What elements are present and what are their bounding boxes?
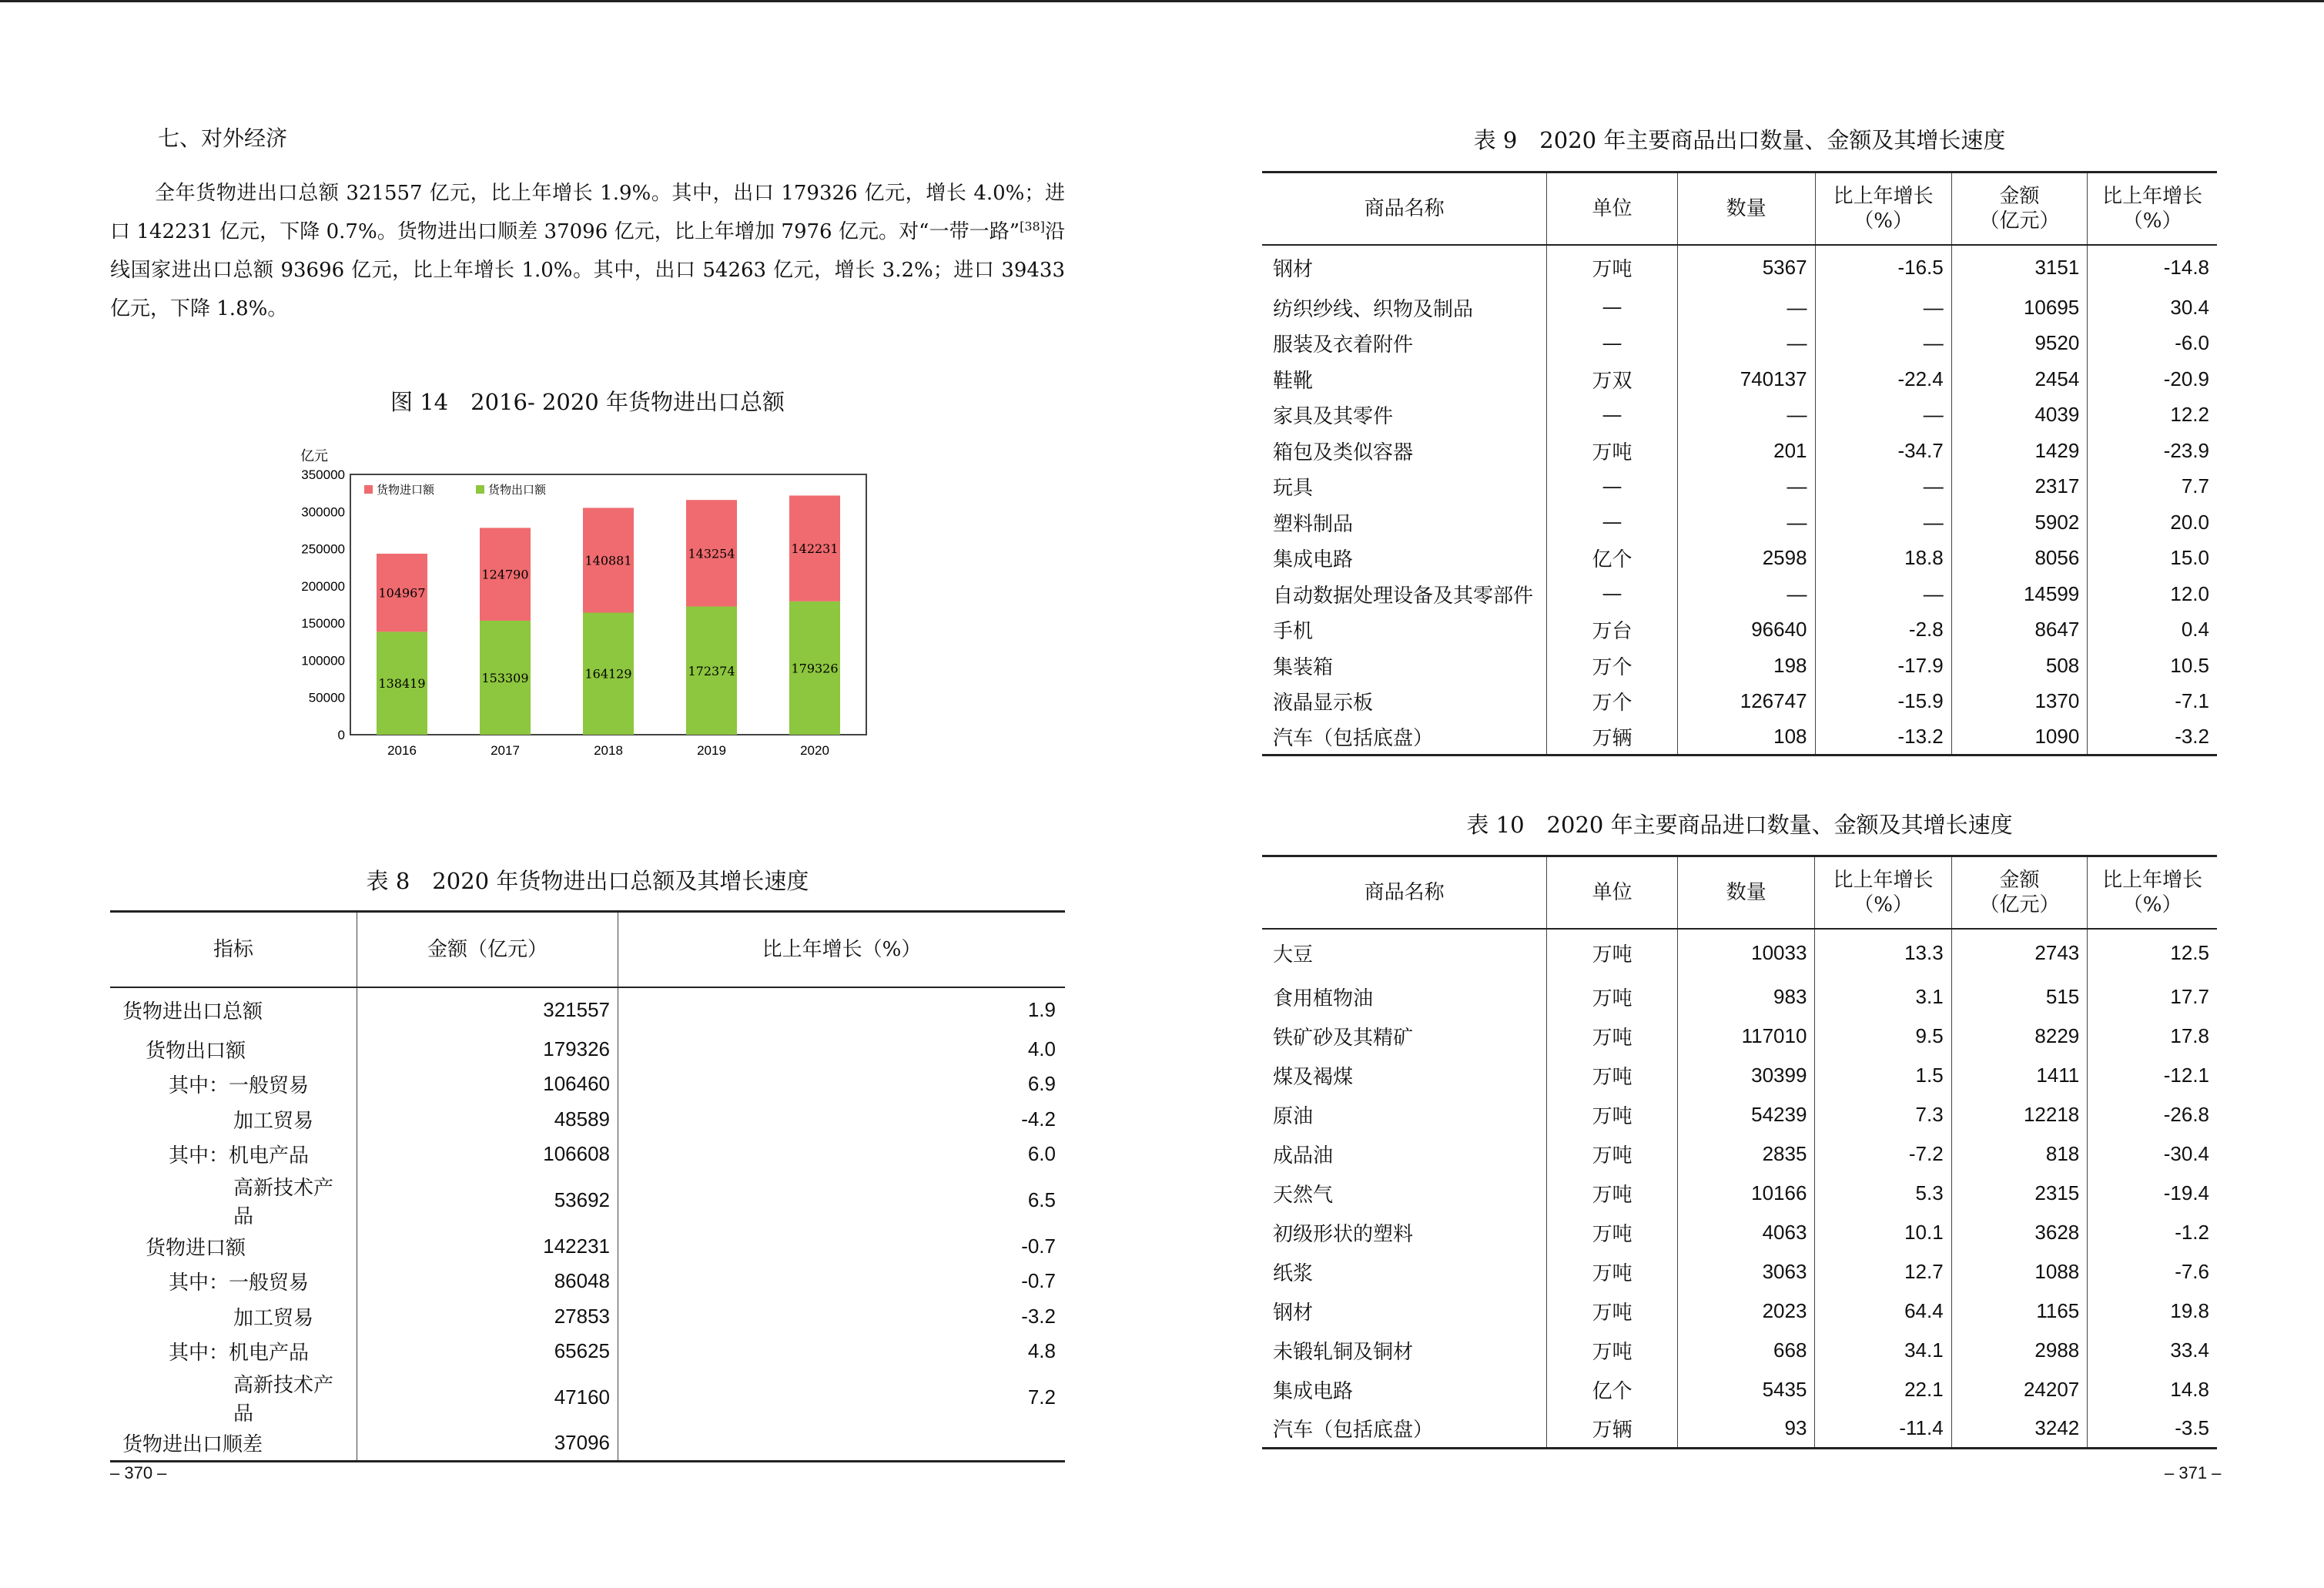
table9-product-name: 塑料制品 (1273, 512, 1354, 536)
table-row (110, 1299, 1065, 1335)
table-row (1262, 719, 2217, 755)
table9-quantity-growth: -34.7 (1815, 433, 1951, 469)
table10-quantity-growth: 12.7 (1815, 1252, 1951, 1292)
x-tick-label: 2016 (387, 743, 417, 758)
t8-amount: 179326 (357, 1032, 618, 1067)
t8-growth: 1.9 (618, 987, 1066, 1032)
legend-swatch (476, 485, 484, 494)
table10-quantity-growth: 1.5 (1815, 1056, 1951, 1095)
table9-quantity-growth: -17.9 (1815, 648, 1951, 684)
table9-amount: 8056 (1951, 541, 2088, 577)
table10-amount-growth: 12.5 (2088, 929, 2217, 977)
t8-growth (618, 1426, 1066, 1462)
table9-amount-growth: 10.5 (2088, 648, 2217, 684)
table-row (1262, 541, 2217, 577)
table9-quantity: — (1677, 397, 1815, 434)
table10-product-name: 成品油 (1273, 1144, 1334, 1168)
table10-product-name: 纸浆 (1273, 1261, 1314, 1285)
table10-quantity: 54239 (1678, 1095, 1815, 1134)
t8-indicator: 货物出口额 (146, 1039, 246, 1063)
table9-quantity: 108 (1677, 719, 1815, 755)
table9-product-name: 玩具 (1273, 477, 1314, 501)
table9-amount-growth: 12.0 (2088, 576, 2217, 612)
data-label: 164129 (584, 666, 632, 682)
t8-growth: 6.0 (618, 1137, 1066, 1172)
table9-unit: 亿个 (1547, 541, 1678, 577)
t8-growth: 4.0 (618, 1032, 1066, 1067)
table9-amount-growth: 12.2 (2088, 397, 2217, 434)
page-number-left: – 370 – (110, 1463, 167, 1482)
table10-quantity: 3063 (1678, 1252, 1815, 1292)
t8-growth: 7.2 (618, 1369, 1066, 1426)
t8-header-growth: 比上年增长（%） (618, 912, 1066, 987)
table-row (1262, 1134, 2217, 1174)
table9-unit: 万个 (1547, 648, 1678, 684)
data-label: 142231 (791, 541, 839, 557)
table9-amount: 9520 (1951, 326, 2088, 362)
table-row (1262, 361, 2217, 397)
table9-quantity: 96640 (1677, 612, 1815, 648)
table9-header-5: 比上年增长 （%） (2088, 173, 2217, 245)
table10-product-name: 未锻轧铜及铜材 (1273, 1340, 1414, 1364)
table9-product-name: 集装箱 (1273, 655, 1334, 679)
t8-indicator: 其中：一般贸易 (169, 1074, 310, 1098)
t8-amount: 142231 (357, 1229, 618, 1265)
table9-amount: 1429 (1951, 433, 2088, 469)
table9-quantity-growth: — (1815, 290, 1951, 326)
figure-title: 图 14 2016- 2020 年货物进出口总额 (390, 389, 785, 415)
table-row (110, 987, 1065, 1032)
table10-amount: 3628 (1951, 1213, 2088, 1252)
t8-amount: 86048 (357, 1264, 618, 1299)
table10-quantity: 10166 (1678, 1174, 1815, 1213)
table10-quantity: 983 (1678, 977, 1815, 1017)
table9-quantity: 198 (1677, 648, 1815, 684)
t8-amount: 106608 (357, 1137, 618, 1172)
table9-product-name: 钢材 (1273, 257, 1314, 281)
table-row (1262, 504, 2217, 541)
table10-amount-growth: -3.5 (2088, 1409, 2217, 1449)
table-row (110, 1137, 1065, 1172)
t8-growth: -4.2 (618, 1102, 1066, 1137)
table9-header-2: 数量 (1677, 173, 1815, 245)
table10-amount-growth: 14.8 (2088, 1370, 2217, 1409)
table-row (110, 1426, 1065, 1462)
table10-unit: 万吨 (1547, 977, 1678, 1017)
y-tick-label: 300000 (301, 504, 345, 520)
table-row (1262, 1095, 2217, 1134)
t8-growth: -0.7 (618, 1264, 1066, 1299)
table-row (1262, 1252, 2217, 1292)
table9-quantity-growth: — (1815, 576, 1951, 612)
table10-quantity-growth: -11.4 (1815, 1409, 1951, 1449)
table9-amount-growth: -6.0 (2088, 326, 2217, 362)
table9-quantity: — (1677, 326, 1815, 362)
table9-quantity: — (1677, 576, 1815, 612)
table10-product-name: 大豆 (1273, 943, 1314, 967)
table-row (1262, 684, 2217, 720)
table10-unit: 万吨 (1547, 1292, 1678, 1331)
table10-amount-growth: 17.8 (2088, 1017, 2217, 1056)
table10-product-name: 集成电路 (1273, 1379, 1354, 1403)
table10-quantity-growth: -7.2 (1815, 1134, 1951, 1174)
table9-amount-growth: -7.1 (2088, 684, 2217, 720)
table-row (1262, 1292, 2217, 1331)
table9-amount-growth: 15.0 (2088, 541, 2217, 577)
table9-amount-growth: -23.9 (2088, 433, 2217, 469)
table10-unit: 万辆 (1547, 1409, 1678, 1449)
table10-unit: 万吨 (1547, 1331, 1678, 1370)
data-label: 153309 (481, 670, 529, 685)
table-row (1262, 1213, 2217, 1252)
table10-amount-growth: 33.4 (2088, 1331, 2217, 1370)
table9-amount: 5902 (1951, 504, 2088, 541)
t8-indicator: 其中：机电产品 (169, 1342, 310, 1365)
table-row (1262, 1331, 2217, 1370)
table-row (1262, 1409, 2217, 1449)
table10-amount-growth: 19.8 (2088, 1292, 2217, 1331)
table9-quantity: 740137 (1677, 361, 1815, 397)
table-row (1262, 245, 2217, 290)
y-tick-label: 0 (337, 728, 345, 742)
table10-amount: 1411 (1951, 1056, 2088, 1095)
table9-quantity: — (1677, 290, 1815, 326)
table9-product-name: 液晶显示板 (1273, 692, 1374, 715)
table10-amount-growth: -19.4 (2088, 1174, 2217, 1213)
t8-growth: 6.5 (618, 1172, 1066, 1229)
t8-indicator: 加工贸易 (233, 1306, 314, 1330)
y-tick-label: 50000 (308, 690, 345, 705)
table9-unit: — (1547, 326, 1678, 362)
t8-amount: 65625 (357, 1334, 618, 1369)
table9-amount: 1090 (1951, 719, 2088, 755)
table9-amount-growth: -20.9 (2088, 361, 2217, 397)
paragraph-text-2: 沿线国家进出口总额 93696 亿元，比上年增长 1.0%。其中，出口 54263 亿元，增长 3.2%；进口 39433 亿元，下降 1.8%。 (110, 220, 1065, 320)
table9-quantity-growth: — (1815, 504, 1951, 541)
table10-quantity: 2023 (1678, 1292, 1815, 1331)
legend-swatch (364, 485, 373, 494)
table9-product-name: 手机 (1273, 620, 1314, 644)
table10-quantity: 2835 (1678, 1134, 1815, 1174)
table10 (1262, 855, 2217, 1449)
table10-unit: 万吨 (1547, 1095, 1678, 1134)
t8-indicator: 高新技术产品 (233, 1373, 334, 1426)
table9-unit: — (1547, 504, 1678, 541)
table9-header-0: 商品名称 (1262, 173, 1547, 245)
table9-header-3: 比上年增长 （%） (1815, 173, 1951, 245)
table-row (1262, 612, 2217, 648)
t8-amount: 47160 (357, 1369, 618, 1426)
table9 (1262, 171, 2217, 756)
table9-unit: 万双 (1547, 361, 1678, 397)
table10-amount: 8229 (1951, 1017, 2088, 1056)
table-row (1262, 1370, 2217, 1409)
table10-quantity-growth: 9.5 (1815, 1017, 1951, 1056)
table9-unit: 万辆 (1547, 719, 1678, 755)
y-tick-label: 150000 (301, 616, 345, 632)
table-row (1262, 433, 2217, 469)
y-tick-label: 250000 (301, 541, 345, 557)
table10-unit: 万吨 (1547, 929, 1678, 977)
table10-product-name: 铁矿砂及其精矿 (1273, 1026, 1414, 1050)
table10-amount: 24207 (1951, 1370, 2088, 1409)
t8-growth: 6.9 (618, 1067, 1066, 1102)
table10-unit: 万吨 (1547, 1213, 1678, 1252)
t8-indicator: 加工贸易 (233, 1109, 314, 1133)
table9-amount: 2317 (1951, 469, 2088, 505)
table9-product-name: 服装及衣着附件 (1273, 333, 1414, 357)
chart-svg (293, 445, 878, 761)
table10-amount-growth: 17.7 (2088, 977, 2217, 1017)
table-row (1262, 469, 2217, 505)
table9-quantity-growth: 18.8 (1815, 541, 1951, 577)
table10-quantity: 668 (1678, 1331, 1815, 1370)
table10-unit: 万吨 (1547, 1017, 1678, 1056)
table8-caption: 表 8 2020 年货物进出口总额及其增长速度 (366, 868, 809, 894)
table10-header-3: 比上年增长 （%） (1815, 856, 1951, 929)
table-row (1262, 1056, 2217, 1095)
table10-unit: 万吨 (1547, 1252, 1678, 1292)
table9-product-name: 自动数据处理设备及其零部件 (1273, 584, 1534, 608)
table10-amount-growth: -12.1 (2088, 1056, 2217, 1095)
table8 (110, 910, 1065, 1462)
table9-amount: 4039 (1951, 397, 2088, 434)
x-tick-label: 2018 (594, 743, 623, 758)
table9-unit: 万吨 (1547, 433, 1678, 469)
table9-quantity-growth: — (1815, 326, 1951, 362)
table10-amount: 515 (1951, 977, 2088, 1017)
table9-amount: 508 (1951, 648, 2088, 684)
t8-indicator: 其中：机电产品 (169, 1144, 310, 1168)
table-row (1262, 648, 2217, 684)
table-row (110, 1229, 1065, 1265)
table10-amount-growth: -7.6 (2088, 1252, 2217, 1292)
table9-amount-growth: 7.7 (2088, 469, 2217, 505)
table-row (110, 1032, 1065, 1067)
table9-amount: 2454 (1951, 361, 2088, 397)
table-row (1262, 397, 2217, 434)
table9-quantity: 2598 (1677, 541, 1815, 577)
table10-quantity-growth: 34.1 (1815, 1331, 1951, 1370)
table9-unit: — (1547, 290, 1678, 326)
table9-amount: 10695 (1951, 290, 2088, 326)
table9-quantity-growth: — (1815, 397, 1951, 434)
table10-quantity: 10033 (1678, 929, 1815, 977)
table9-quantity: — (1677, 469, 1815, 505)
table10-amount: 2743 (1951, 929, 2088, 977)
table9-amount: 14599 (1951, 576, 2088, 612)
table10-unit: 万吨 (1547, 1174, 1678, 1213)
table10-amount: 818 (1951, 1134, 2088, 1174)
table9-quantity: 201 (1677, 433, 1815, 469)
y-tick-label: 350000 (301, 467, 345, 482)
t8-amount: 27853 (357, 1299, 618, 1335)
data-label: 138419 (378, 676, 426, 692)
table-row (1262, 977, 2217, 1017)
table9-product-name: 家具及其零件 (1273, 405, 1394, 429)
table9-quantity: 126747 (1677, 684, 1815, 720)
table9-amount: 1370 (1951, 684, 2088, 720)
t8-indicator: 货物进出口顺差 (110, 1426, 357, 1462)
table9-quantity-growth: -13.2 (1815, 719, 1951, 755)
table10-quantity-growth: 10.1 (1815, 1213, 1951, 1252)
table9-amount-growth: -14.8 (2088, 245, 2217, 290)
table9-quantity-growth: -22.4 (1815, 361, 1951, 397)
t8-growth: 4.8 (618, 1334, 1066, 1369)
table9-unit: — (1547, 397, 1678, 434)
table-row (110, 1264, 1065, 1299)
table10-amount-growth: -1.2 (2088, 1213, 2217, 1252)
footnote-ref[interactable]: [38] (1020, 219, 1045, 234)
data-label: 179326 (791, 661, 839, 676)
table10-quantity: 4063 (1678, 1213, 1815, 1252)
data-label: 140881 (584, 553, 632, 568)
section-heading: 七、对外经济 (158, 126, 288, 151)
table9-unit: 万吨 (1547, 245, 1678, 290)
table10-product-name: 汽车（包括底盘） (1262, 1409, 1547, 1449)
data-label: 172374 (688, 663, 735, 678)
table10-amount: 1088 (1951, 1252, 2088, 1292)
legend-label: 货物进口额 (377, 483, 435, 497)
table10-unit: 亿个 (1547, 1370, 1678, 1409)
table10-header-5: 比上年增长 （%） (2088, 856, 2217, 929)
t8-header-amount: 金额（亿元） (357, 912, 618, 987)
data-label: 124790 (481, 567, 529, 582)
table10-quantity: 5435 (1678, 1370, 1815, 1409)
table10-header-0: 商品名称 (1262, 856, 1547, 929)
table9-quantity: — (1677, 504, 1815, 541)
y-tick-label: 100000 (301, 653, 345, 668)
table10-amount: 1165 (1951, 1292, 2088, 1331)
table9-amount-growth: -3.2 (2088, 719, 2217, 755)
right-page (1162, 0, 2324, 1588)
t8-indicator: 其中：一般贸易 (169, 1271, 310, 1295)
table9-unit: — (1547, 576, 1678, 612)
table9-amount-growth: 20.0 (2088, 504, 2217, 541)
table9-amount: 8647 (1951, 612, 2088, 648)
t8-growth: -0.7 (618, 1229, 1066, 1265)
table9-header-4: 金额 （亿元） (1951, 173, 2088, 245)
table9-unit: 万个 (1547, 684, 1678, 720)
table9-unit: 万台 (1547, 612, 1678, 648)
table10-unit: 万吨 (1547, 1056, 1678, 1095)
table10-unit: 万吨 (1547, 1134, 1678, 1174)
table9-amount: 3151 (1951, 245, 2088, 290)
table-row (110, 1067, 1065, 1102)
table-row (110, 1369, 1065, 1426)
t8-growth: -3.2 (618, 1299, 1066, 1335)
table9-header-1: 单位 (1547, 173, 1678, 245)
t8-indicator: 货物进口额 (146, 1236, 246, 1260)
table10-amount: 2315 (1951, 1174, 2088, 1213)
table10-quantity-growth: 5.3 (1815, 1174, 1951, 1213)
table9-product-name: 纺织纱线、织物及制品 (1273, 297, 1474, 321)
table10-product-name: 初级形状的塑料 (1273, 1222, 1414, 1246)
table-row (1262, 290, 2217, 326)
table10-amount-growth: -26.8 (2088, 1095, 2217, 1134)
table-row (110, 1172, 1065, 1229)
table-row (1262, 326, 2217, 362)
table9-quantity-growth: -16.5 (1815, 245, 1951, 290)
table9-caption: 表 9 2020 年主要商品出口数量、金额及其增长速度 (1473, 127, 2006, 153)
table9-quantity-growth: — (1815, 469, 1951, 505)
table9-amount-growth: 30.4 (2088, 290, 2217, 326)
table9-product-name: 鞋靴 (1273, 369, 1314, 393)
t8-amount: 53692 (357, 1172, 618, 1229)
table10-amount: 2988 (1951, 1331, 2088, 1370)
table-row (1262, 1017, 2217, 1056)
x-tick-label: 2017 (491, 743, 520, 758)
body-paragraph (110, 174, 1065, 328)
table10-amount: 12218 (1951, 1095, 2088, 1134)
table9-amount-growth: 0.4 (2088, 612, 2217, 648)
t8-amount: 106460 (357, 1067, 618, 1102)
x-tick-label: 2020 (800, 743, 829, 758)
table9-product-name: 箱包及类似容器 (1273, 441, 1414, 464)
table10-quantity-growth: 3.1 (1815, 977, 1951, 1017)
page-number-right: – 371 – (2165, 1463, 2222, 1482)
table10-quantity: 30399 (1678, 1056, 1815, 1095)
x-tick-label: 2019 (697, 743, 726, 758)
table9-product-name: 集成电路 (1273, 548, 1354, 572)
table-row (1262, 576, 2217, 612)
table9-quantity-growth: -15.9 (1815, 684, 1951, 720)
data-label: 143254 (688, 546, 735, 561)
t8-amount: 37096 (357, 1426, 618, 1462)
table10-quantity-growth: 64.4 (1815, 1292, 1951, 1331)
table10-quantity-growth: 13.3 (1815, 929, 1951, 977)
table10-header-2: 数量 (1678, 856, 1815, 929)
table10-product-name: 煤及褐煤 (1273, 1065, 1354, 1089)
table-row (1262, 929, 2217, 977)
table10-header-1: 单位 (1547, 856, 1678, 929)
table10-quantity-growth: 22.1 (1815, 1370, 1951, 1409)
table-row (110, 1102, 1065, 1137)
table-row (110, 1334, 1065, 1369)
t8-amount: 48589 (357, 1102, 618, 1137)
table10-product-name: 钢材 (1273, 1301, 1314, 1325)
table9-quantity: 5367 (1677, 245, 1815, 290)
table10-quantity-growth: 7.3 (1815, 1095, 1951, 1134)
table-row (1262, 1174, 2217, 1213)
table10-product-name: 原油 (1273, 1104, 1314, 1128)
table9-quantity-growth: -2.8 (1815, 612, 1951, 648)
t8-amount: 321557 (357, 987, 618, 1032)
table10-caption: 表 10 2020 年主要商品进口数量、金额及其增长速度 (1466, 812, 2013, 838)
t8-indicator: 高新技术产品 (233, 1176, 334, 1228)
data-label: 104967 (378, 585, 426, 601)
t8-header-indicator: 指标 (110, 912, 357, 987)
table10-quantity: 117010 (1678, 1017, 1815, 1056)
legend-label: 货物出口额 (488, 483, 547, 497)
table9-unit: — (1547, 469, 1678, 505)
table10-product-name: 食用植物油 (1273, 987, 1374, 1010)
t8-indicator: 货物进出口总额 (122, 1000, 263, 1023)
paragraph-text-1: 全年货物进出口总额 321557 亿元，比上年增长 1.9%。其中，出口 179326 亿元，增长 4.0%；进口 142231 亿元，下降 0.7%。货物进出口顺差 37096 亿元，比上年增加 7976 亿元。对“一带一路” (110, 182, 1065, 243)
y-tick-label: 200000 (301, 578, 345, 594)
table10-amount-growth: -30.4 (2088, 1134, 2217, 1174)
table9-product-name: 汽车（包括底盘） (1262, 719, 1547, 755)
y-axis-label: 亿元 (300, 448, 328, 464)
table10-product-name: 天然气 (1273, 1183, 1334, 1207)
table10-amount: 3242 (1951, 1409, 2088, 1449)
stacked-bar-chart (293, 445, 878, 761)
table10-header-4: 金额 （亿元） (1951, 856, 2088, 929)
table10-quantity: 93 (1678, 1409, 1815, 1449)
